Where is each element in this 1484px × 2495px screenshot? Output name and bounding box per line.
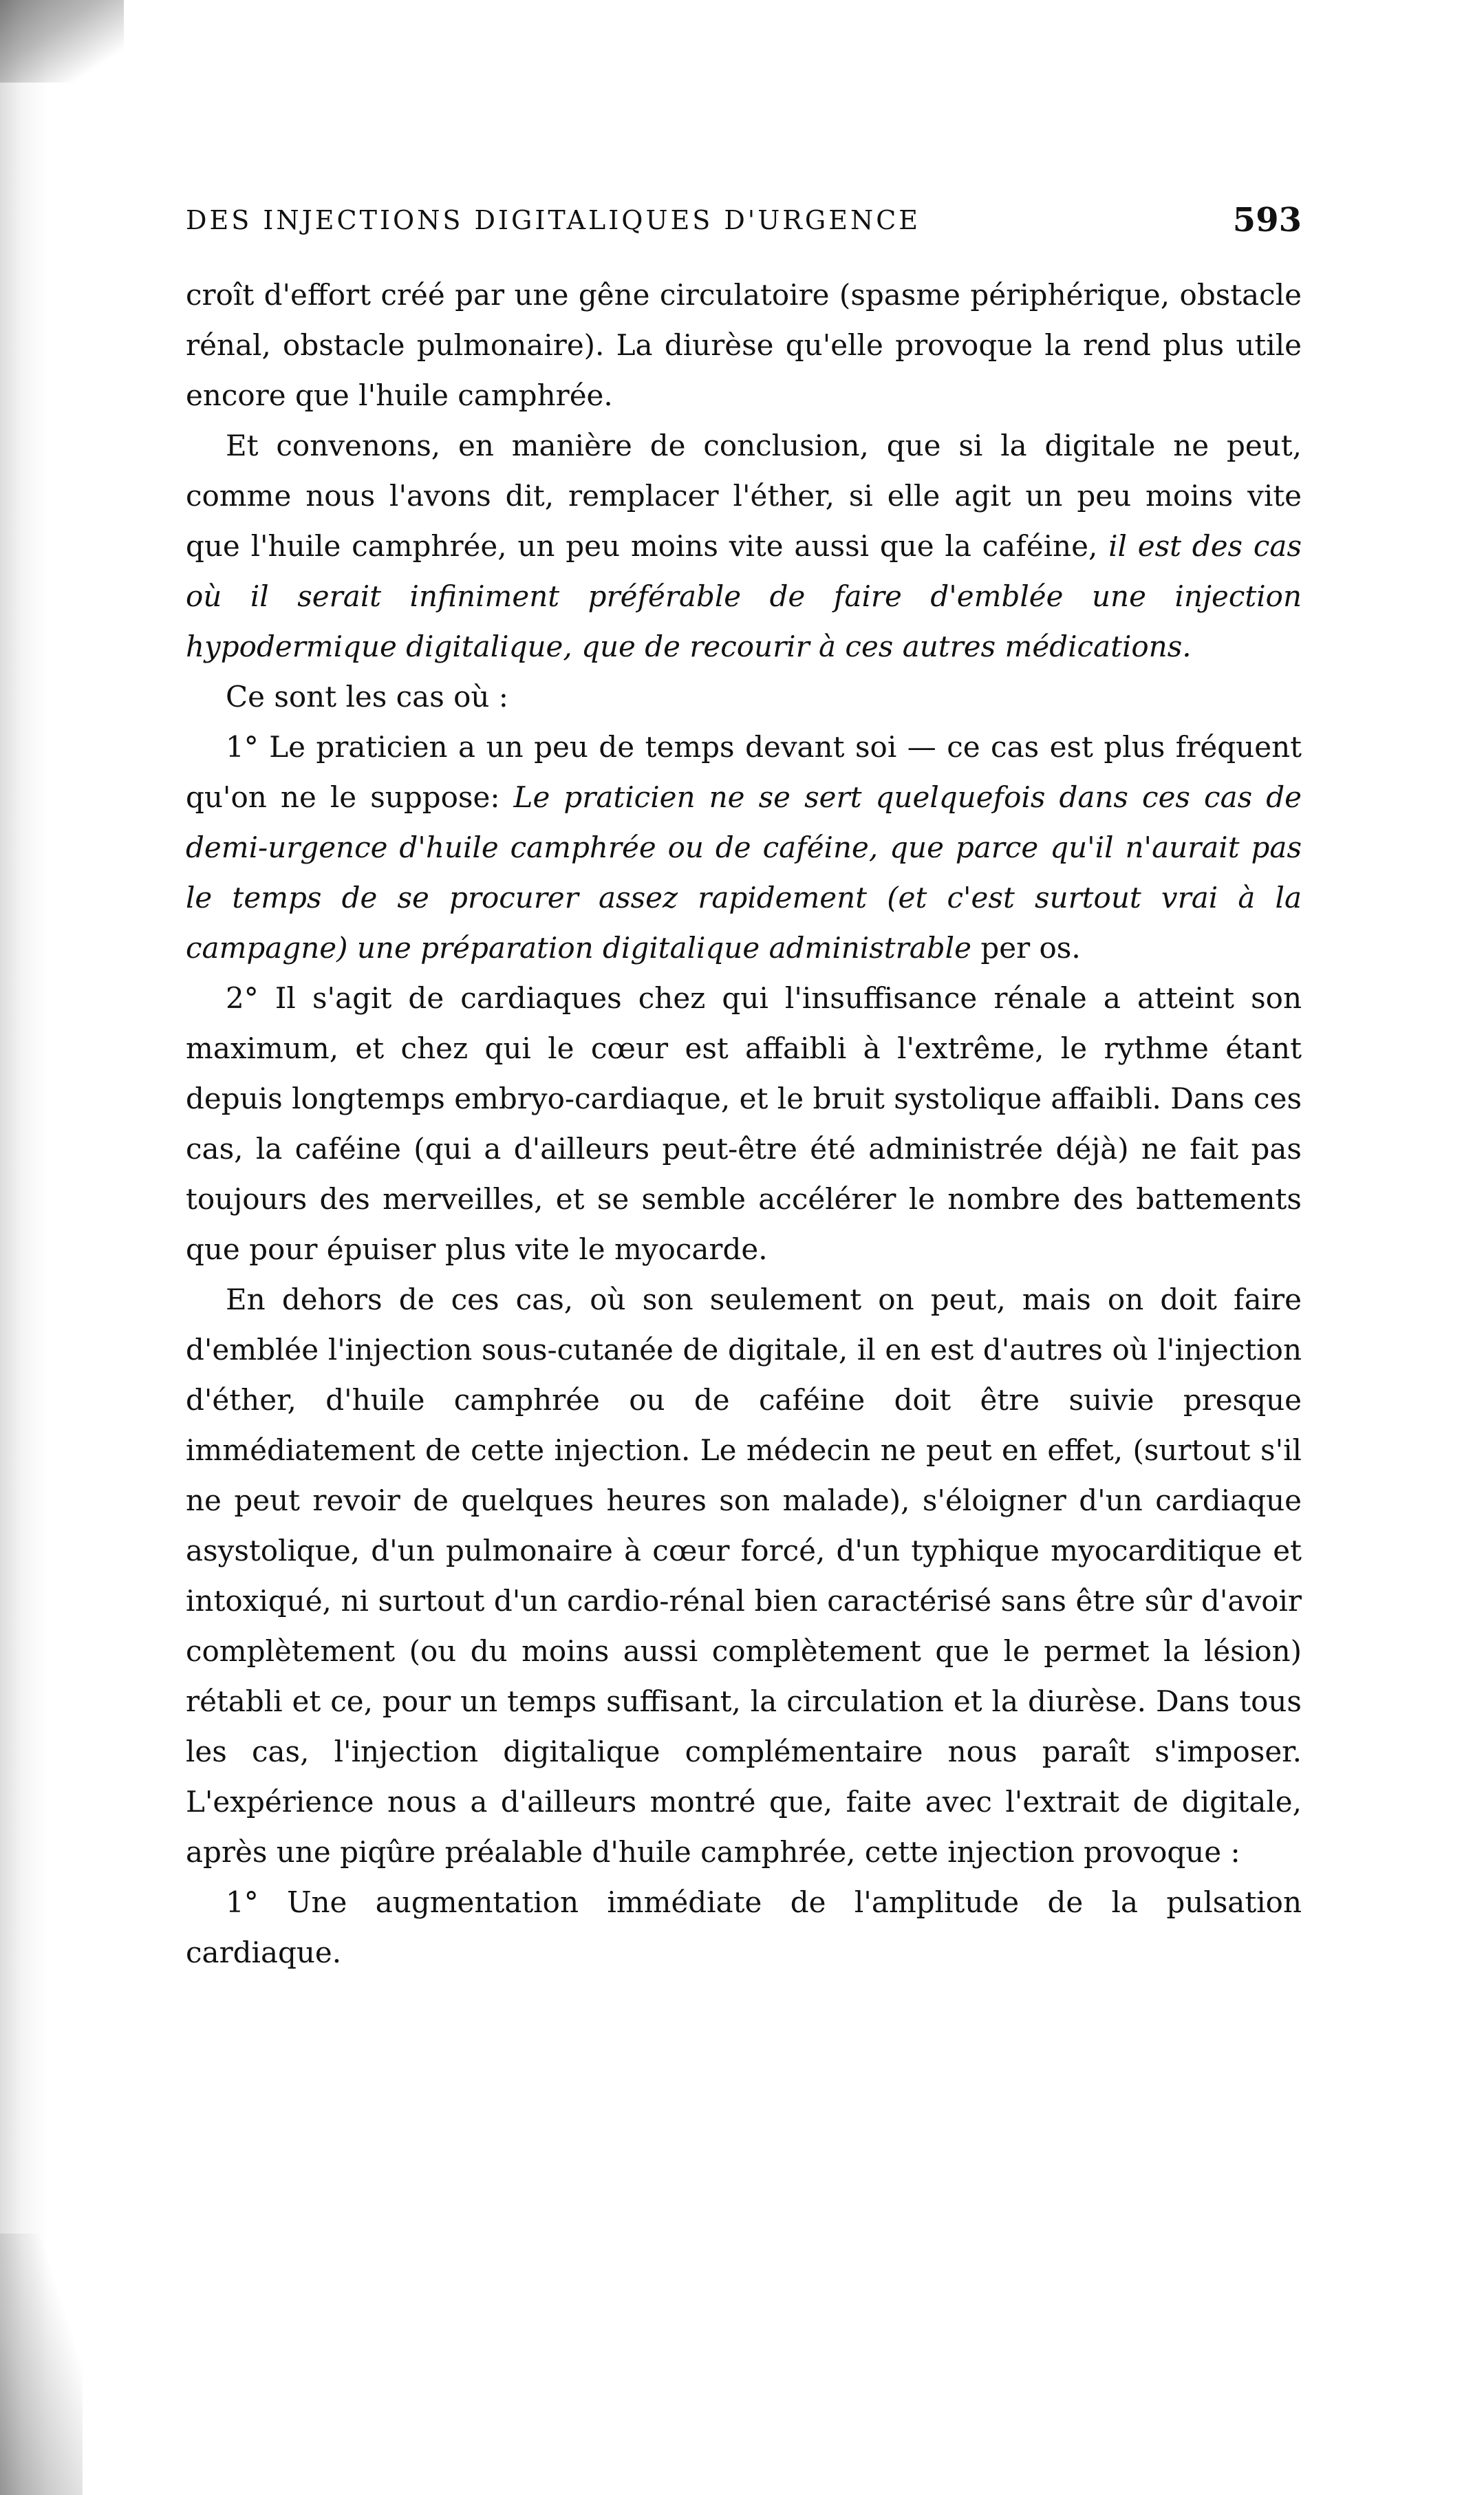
text-run-italic: il est des cas où il serait infiniment préférable de faire d'emblée une injection hypodermique digitalique, que de recourir à ces autres médications. (186, 529, 1302, 663)
top-edge-scan-mark (0, 0, 124, 83)
page-number: 593 (1232, 201, 1302, 239)
body-text (186, 270, 1302, 1978)
paragraph-other-cases (186, 1274, 1302, 1877)
text-run: per os. (980, 931, 1081, 965)
paragraph-conclusion (186, 420, 1302, 672)
paragraph-cases-intro (186, 672, 1302, 722)
binding-edge-shadow (0, 0, 48, 2495)
paragraph-case-2 (186, 973, 1302, 1274)
text-run-italic: Le praticien ne se sert quelquefois dans ces cas de demi-urgence d'huile camphrée ou de caféine, que parce qu'il n'aurait pas le temps de se procurer assez rapidement (et c'est surtout vrai à la campagne) une préparation digitalique administrable (186, 780, 1302, 965)
paragraph-result-1 (186, 1877, 1302, 1978)
text-run: 1° Le praticien a un peu de temps devant soi — ce cas est plus fréquent qu'on ne le suppose: (186, 730, 1302, 814)
running-head: DES INJECTIONS DIGITALIQUES D'URGENCE (186, 205, 921, 235)
bottom-edge-scan-mark (0, 2234, 83, 2495)
text-run: En dehors de ces cas, où son seulement on peut, mais on doit faire d'emblée l'injection sous-cutanée de digitale, il en est d'autres où l'injection d'éther, d'huile camphrée ou de caféine doit être suivie presque immédiatement de cette injection. Le médecin ne peut en effet, (surtout s'il ne peut revoir de quelques heures son malade), s'éloigner d'un cardiaque asystolique, d'un pulmonaire à cœur forcé, d'un typhique myocarditique et intoxiqué, ni surtout d'un cardio-rénal bien caractérisé sans être sûr d'avoir complètement (ou du moins aussi complètement que le permet la lésion) rétabli et ce, pour un temps suffisant, la circulation et la diurèse. Dans tous les cas, l'injection digitalique complémentaire nous paraît s'imposer. L'expérience nous a d'ailleurs montré que, faite avec l'extrait de digitale, après une piqûre préalable d'huile camphrée, cette injection provoque : (186, 1283, 1302, 1869)
text-run: croît d'effort créé par une gêne circulatoire (spasme périphérique, obstacle rénal, obstacle pulmonaire). La diurèse qu'elle provoque la rend plus utile encore que l'huile camphrée. (186, 278, 1302, 412)
paragraph-case-1 (186, 722, 1302, 973)
text-run: 1° Une augmentation immédiate de l'amplitude de la pulsation cardiaque. (186, 1885, 1302, 1969)
page-header (186, 200, 1302, 241)
text-run: Et convenons, en manière de conclusion, que si la digitale ne peut, comme nous l'avons dit, remplacer l'éther, si elle agit un peu moins vite que l'huile camphrée, un peu moins vite aussi que la caféine, (186, 429, 1302, 563)
text-run: 2° Il s'agit de cardiaques chez qui l'insuffisance rénale a atteint son maximum, et chez qui le cœur est affaibli à l'extrême, le rythme étant depuis longtemps embryo-cardiaque, et le bruit systolique affaibli. Dans ces cas, la caféine (qui a d'ailleurs peut-être été administrée déjà) ne fait pas toujours des merveilles, et se semble accélérer le nombre des battements que pour épuiser plus vite le myocarde. (186, 981, 1302, 1266)
text-run: Ce sont les cas où : (226, 680, 508, 714)
paragraph-continuation (186, 270, 1302, 420)
